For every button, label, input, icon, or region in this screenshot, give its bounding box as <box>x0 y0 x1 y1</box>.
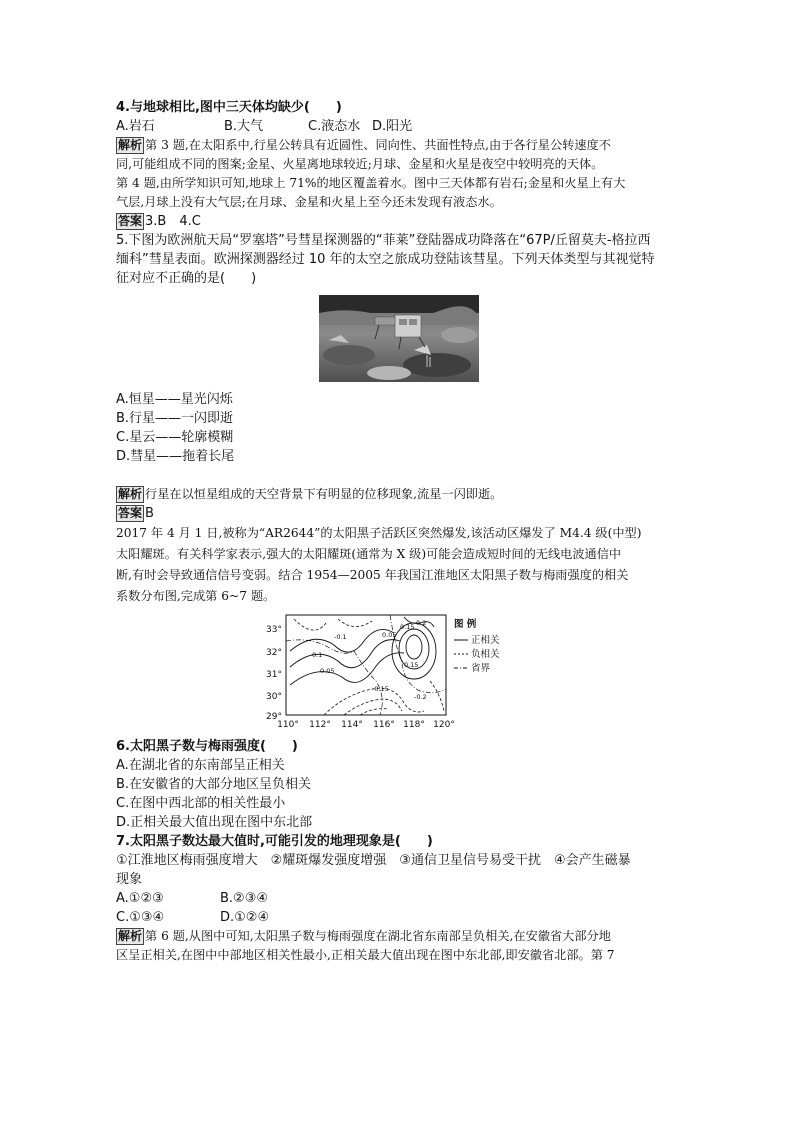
legend-item: 省界 <box>471 663 491 674</box>
map-x-tick: 112° <box>309 720 331 730</box>
map-x-axis <box>277 720 455 730</box>
philae-lander-photo <box>319 295 479 382</box>
analysis-label: 解析 <box>118 929 143 943</box>
contour-label: 0.1 <box>312 651 323 659</box>
q6-stem: 6.太阳黑子数与梅雨强度( ) <box>116 739 298 754</box>
contour-label: 0.15 <box>404 661 419 669</box>
q6-option-a: A.在湖北省的东南部呈正相关 <box>116 758 285 773</box>
q4-analysis-line-2: 同,可能组成不同的图案;金星、火星离地球较近;月球、金星和火星是夜空中较明亮的天体。 <box>116 157 604 171</box>
map-x-tick: 114° <box>341 720 363 730</box>
legend-item: 正相关 <box>471 635 500 646</box>
q4-option-b: B.大气 <box>224 119 264 134</box>
map-x-tick: 118° <box>403 720 425 730</box>
q4-analysis-line-4: 气层,月球上没有大气层;在月球、金星和火星上至今还未发现有液态水。 <box>116 195 502 209</box>
map-legend <box>454 618 500 674</box>
legend-item: 负相关 <box>471 649 500 660</box>
q4-analysis-line-1: 解析 第 3 题,在太阳系中,行星公转具有近圆性、同向性、共面性特点,由于各行星公转速度不 <box>118 138 611 152</box>
q4-stem: 4.与地球相比,图中三天体均缺少( ) <box>116 100 342 115</box>
q7-options-row-2 <box>116 908 681 927</box>
q5-stem-line-1: 5.下图为欧洲航天局“罗塞塔”号彗星探测器的“菲莱”登陆器成功降落在“67P/丘留莫夫-格拉西 <box>116 233 651 248</box>
answer-label: 答案 <box>118 506 143 520</box>
map-y-axis <box>266 625 282 722</box>
q7-stem: 7.太阳黑子数达最大值时,可能引发的地理现象是( ) <box>116 834 433 849</box>
lander-photo-wrap <box>116 295 681 382</box>
q7-option-b: B.②③④ <box>220 891 269 906</box>
q5-option-a: A.恒星——星光闪烁 <box>116 392 233 407</box>
answer-label: 答案 <box>118 214 143 228</box>
map-y-tick: 33° <box>266 625 282 635</box>
q5-option-b: B.行星——一闪即逝 <box>116 411 234 426</box>
map-x-tick: 116° <box>373 720 395 730</box>
q7-option-c: C.①③④ <box>116 910 165 925</box>
q7-analysis-line-2: 区呈正相关,在图中中部地区相关性最小,正相关最大值出现在图中东北部,即安徽省北部。第 7 <box>116 948 615 962</box>
q4-option-c: C.液态水 <box>308 119 361 134</box>
map-y-tick: 30° <box>266 692 282 702</box>
analysis-label: 解析 <box>118 138 143 152</box>
q7-options-row-1 <box>116 889 681 908</box>
q7-analysis-line-1: 解析 第 6 题,从图中可知,太阳黑子数与梅雨强度在湖北省东南部呈负相关,在安徽省大部分地 <box>118 929 611 943</box>
q5-option-d: D.彗星——拖着长尾 <box>116 449 235 464</box>
contour-label: 0.05 <box>320 667 335 675</box>
q4-options <box>116 117 681 136</box>
intro-line-2: 太阳耀斑。有关科学家表示,强大的太阳耀斑(通常为 X 级)可能会造成短时间的无线电波通信中 <box>116 547 622 561</box>
q7-statements-line-1: ①江淮地区梅雨强度增大 ②耀斑爆发强度增强 ③通信卫星信号易受干扰 ④会产生磁暴 <box>116 853 631 868</box>
legend-title: 图 例 <box>454 619 477 630</box>
q6-option-b: B.在安徽省的大部分地区呈负相关 <box>116 777 312 792</box>
map-y-tick: 29° <box>266 712 282 722</box>
correlation-map <box>254 611 524 731</box>
q4-answer: 答案 3.B 4.C <box>118 214 201 229</box>
map-y-tick: 31° <box>266 670 282 680</box>
contour-label: -0.2 <box>414 693 427 701</box>
intro-line-1: 2017 年 4 月 1 日,被称为“AR2644”的太阳黑子活跃区突然爆发,该活动区爆发了 M4.4 级(中型) <box>116 526 642 540</box>
q5-option-c: C.星云——轮廓模糊 <box>116 430 234 445</box>
correlation-map-wrap <box>254 611 681 731</box>
q5-analysis: 解析 行星在以恒星组成的天空背景下有明显的位移现象,流星一闪即逝。 <box>118 487 503 501</box>
contour-label: 0.2 <box>416 619 427 627</box>
contour-label: -0.1 <box>334 633 347 641</box>
q6-option-c: C.在图中西北部的相关性最小 <box>116 796 286 811</box>
q5-answer: 答案 B <box>118 506 154 521</box>
q5-stem-line-2: 缅科”彗星表面。欧洲探测器经过 10 年的太空之旅成功登陆该彗星。下列天体类型与其视觉特 <box>116 252 655 267</box>
content <box>116 98 681 965</box>
map-x-tick: 110° <box>277 720 299 730</box>
q4-option-d: D.阳光 <box>372 119 413 134</box>
q7-option-a: A.①②③ <box>116 891 164 906</box>
intro-line-4: 系数分布图,完成第 6~7 题。 <box>116 589 276 603</box>
q4-option-a: A.岩石 <box>116 119 155 134</box>
map-y-tick: 32° <box>266 648 282 658</box>
contour-label: 0.05 <box>382 631 397 639</box>
q7-option-d: D.①②④ <box>220 910 270 925</box>
analysis-label: 解析 <box>118 487 143 501</box>
contour-label: -0.15 <box>372 685 389 693</box>
q7-statements-line-2: 现象 <box>116 872 143 887</box>
contour-label: 0.15 <box>400 623 415 631</box>
q4-analysis-line-3: 第 4 题,由所学知识可知,地球上 71%的地区覆盖着水。图中三天体都有岩石;金星和火星上有大 <box>116 176 626 190</box>
map-x-tick: 120° <box>433 720 455 730</box>
q5-stem-line-3: 征对应不正确的是( ) <box>116 271 257 286</box>
q6-option-d: D.正相关最大值出现在图中东北部 <box>116 815 313 830</box>
intro-line-3: 断,有时会导致通信信号变弱。结合 1954—2005 年我国江淮地区太阳黑子数与梅雨强度的相关 <box>116 568 629 582</box>
